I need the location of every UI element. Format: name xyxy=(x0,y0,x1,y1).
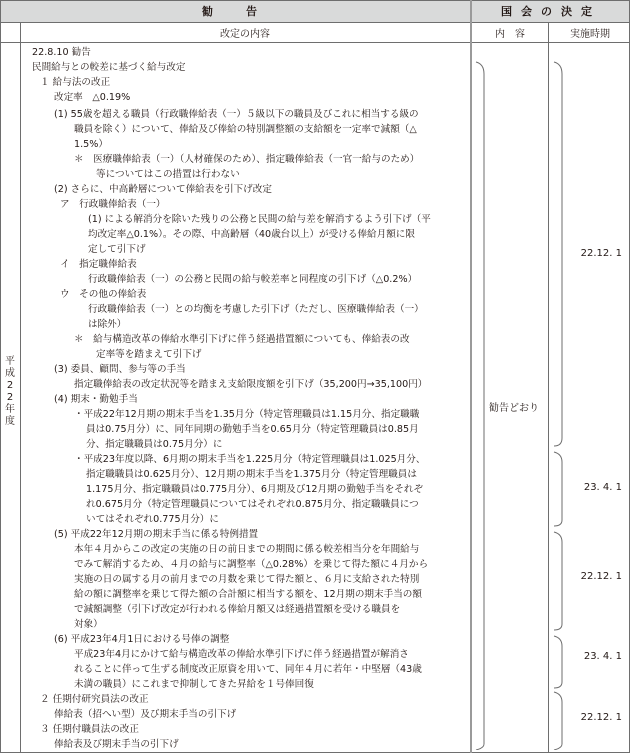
rule xyxy=(548,22,549,753)
text-line: 指定職職員は0.625月分）、12月期の期末手当を1.375月分（特定管理職員は xyxy=(86,469,417,480)
text-line: ・平成23年度以降、6月期の期末手当を1.225月分（特定管理職員は1.025月分、 xyxy=(74,454,426,465)
text-line: れることに伴って生ずる制度改正原資を用いて、同年４月に若年・中堅層（43歳 xyxy=(74,664,422,675)
text-line: (2) さらに、中高齢層について俸給表を引下げ改定 xyxy=(54,184,272,195)
rule xyxy=(0,0,1,753)
text-line: 本年４月からこの改定の実施の日の前日までの期間に係る較差相当分を年間給与 xyxy=(74,544,420,555)
text-line: ・平成22年12月期の期末手当を1.35月分（特定管理職員は1.15月分、指定職職 xyxy=(74,409,420,420)
text-line: 指定職俸給表の改定状況等を踏まえ支給限度額を引下げ（35,200円→35,100円） xyxy=(74,379,428,390)
header-effective: 実施時期 xyxy=(570,28,610,40)
rule xyxy=(20,22,21,753)
text-line: 員は0.75月分）に、同年同期の勤勉手当を0.65月分（特定管理職員は0.85月 xyxy=(86,424,419,435)
rule xyxy=(0,42,630,43)
effective-date: 22.12. 1 xyxy=(580,571,622,582)
text-line: 俸給表及び期末手当の引下げ xyxy=(54,739,179,750)
text-line: ア 行政職俸給表（一） xyxy=(60,199,166,210)
header-revision: 改定の内容 xyxy=(220,28,270,40)
text-line: 均改定率△0.1%）。その際、中高齢層（40歳台以上）が受ける俸給月額に限 xyxy=(88,229,415,240)
text-line: イ 指定職俸給表 xyxy=(60,259,137,270)
effective-date: 22.12. 1 xyxy=(580,712,622,723)
text-line: 定して引下げ xyxy=(88,244,146,255)
text-line: いてはそれぞれ0.775月分）に xyxy=(86,514,219,525)
text-line: 民間給与との較差に基づく給与改定 xyxy=(32,62,186,73)
text-line: 行政職俸給表（一）の公務と民間の給与較差率と同程度の引下げ（△0.2%） xyxy=(88,274,418,285)
header-diet-decision: 国会の決定 xyxy=(472,0,630,22)
text-line: 職員を除く）について、俸給及び俸給の特別調整額の支給額を一定率で減額（△ xyxy=(74,124,417,135)
text-line: 分、指定職職員は0.75月分）に xyxy=(86,439,223,450)
text-line: 改定率 △0.19% xyxy=(54,92,131,103)
text-line: (5) 平成22年12月期の期末手当に係る特例措置 xyxy=(54,529,259,540)
effective-date: 22.12. 1 xyxy=(580,248,622,259)
header-content: 内 容 xyxy=(495,28,525,40)
text-line: (1) による解消分を除いた残りの公務と民間の給与差を解消するよう引下げ（平 xyxy=(88,214,431,225)
text-line: (6) 平成23年4月1日における号俸の調整 xyxy=(54,634,230,645)
text-line: でみて解消するため、４月の給与に調整率（△0.28%）を乗じて得た額に４月から xyxy=(74,559,429,570)
text-line: は除外） xyxy=(88,319,127,330)
text-line: 対象） xyxy=(74,619,103,630)
text-line: 未満の職員）にこれまで抑制してきた昇給を１号俸回復 xyxy=(74,679,314,690)
rule xyxy=(0,0,630,1)
text-line: ３ 任期付職員法の改正 xyxy=(40,724,139,735)
text-line: 俸給表（招へい型）及び期末手当の引下げ xyxy=(54,709,237,720)
date-brackets xyxy=(550,60,574,750)
effective-date: 23. 4. 1 xyxy=(583,651,622,662)
rule xyxy=(0,22,630,23)
text-line: (1) 55歳を超える職員（行政職俸給表（一）５級以下の職員及びこれに相当する級の xyxy=(54,109,419,120)
text-line: ウ その他の俸給表 xyxy=(60,289,147,300)
text-line: で減額調整（引下げ改定が行われる俸給月額又は経過措置額を受ける職員を xyxy=(74,604,401,615)
text-line: 等についてはこの措置は行わない xyxy=(96,169,240,180)
text-line: れ0.675月分（特定管理職員についてはそれぞれ0.875月分、指定職職員につ xyxy=(86,499,419,510)
effective-date: 23. 4. 1 xyxy=(583,482,622,493)
text-line: 定率等を踏まえて引下げ xyxy=(96,349,202,360)
text-line: 1.175月分、指定職職員は0.775月分）、6月期及び12月期の勤勉手当をそれぞ xyxy=(86,484,424,495)
text-line: ＊ 医療職俸給表（一）（人材確保のため）、指定職俸給表（一官一給与のため） xyxy=(74,154,420,165)
text-line: (3) 委員、顧問、参与等の手当 xyxy=(54,364,186,375)
text-line: 実施の日の属する月の前月までの月数を乗じて得た額と、６月に支給された特別 xyxy=(74,574,420,585)
header-recommendation: 勧 告 xyxy=(0,0,470,22)
text-line: 平成23年4月にかけて給与構造改革の俸給水準引下げに伴う経過措置が解消さ xyxy=(74,649,409,660)
text-line: １ 給与法の改正 xyxy=(40,77,111,88)
era-label: 平成22年度 xyxy=(5,356,15,427)
text-line: 1.5%） xyxy=(74,139,108,150)
text-line: 行政職俸給表（一）との均衡を考慮した引下げ（ただし、医療職俸給表（一） xyxy=(88,304,424,315)
text-line: 給の額に調整率を乗じて得た額の合計額に相当する額を、12月期の期末手当の額 xyxy=(74,589,422,600)
decision-text: 勧告どおり xyxy=(489,403,539,414)
text-line: (4) 期末・勤勉手当 xyxy=(54,394,138,405)
text-line: 22.8.10 勧告 xyxy=(32,47,91,58)
text-line: ２ 任期付研究員法の改正 xyxy=(40,694,149,705)
text-line: ＊ 給与構造改革の俸給水準引下げに伴う経過措置額についても、俸給表の改 xyxy=(74,334,410,345)
